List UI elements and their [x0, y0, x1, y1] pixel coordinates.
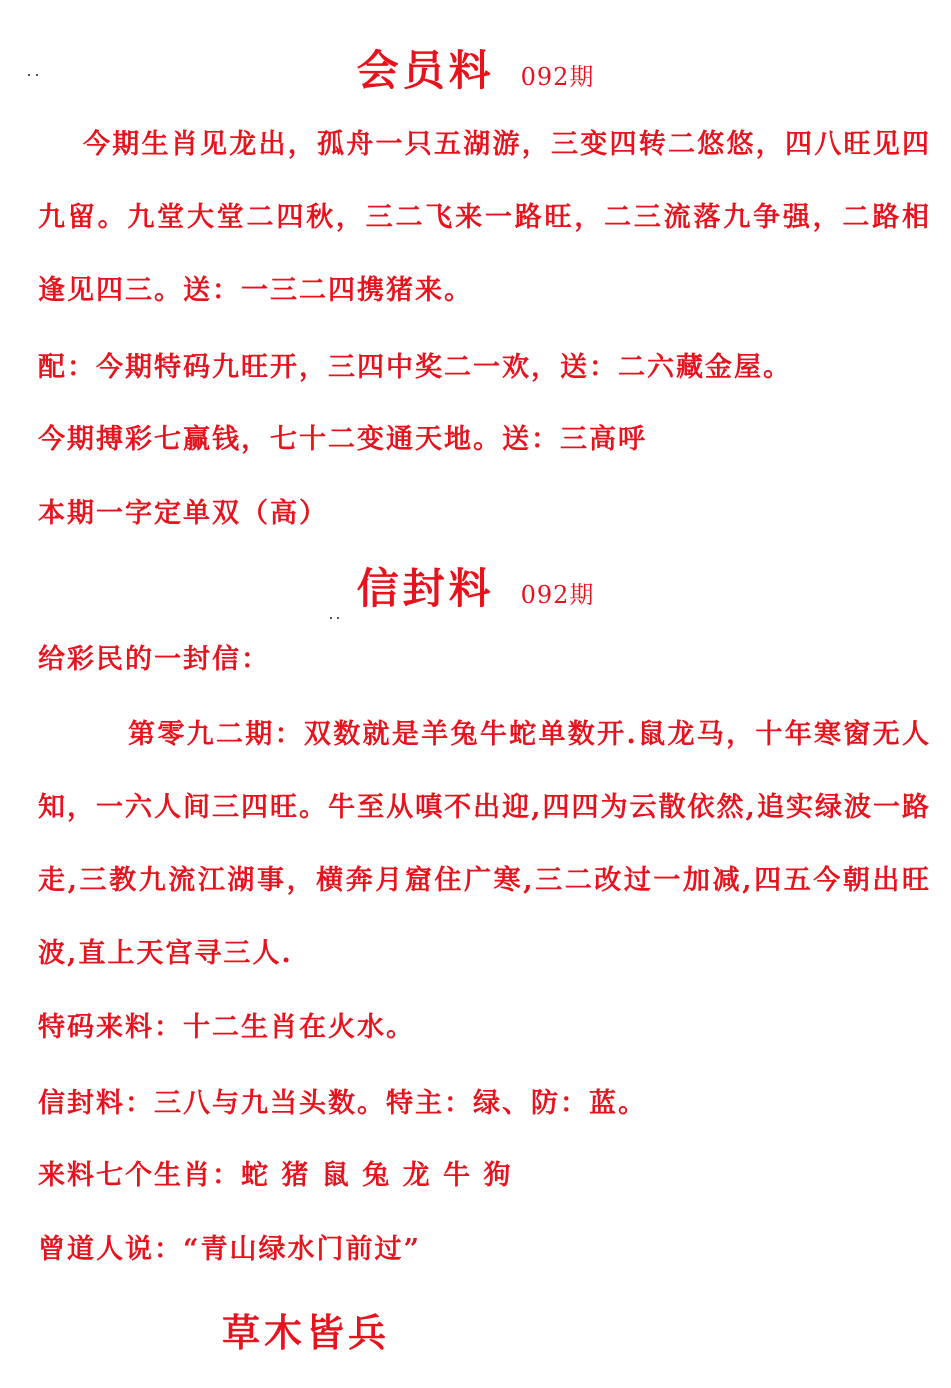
scan-speck: [330, 617, 332, 619]
member-heading: [0, 38, 951, 98]
letter-line-envelope: 信封料：三八与九当头数。特主：绿、防：蓝。: [38, 1088, 647, 1119]
letter-issue: 092期: [520, 581, 595, 609]
member-poem: 今期生肖见龙出，孤舟一只五湖游，三变四转二悠悠，四八旺见四九留。九堂大堂二四秋，三二飞来一路旺，二三流落九争强，二路相逢见四三。送：一三二四携猪来。: [38, 129, 931, 306]
letter-heading: [0, 556, 951, 616]
member-line-pairing: 配：今期特码九旺开，三四中奖二一欢，送：二六藏金屋。: [38, 352, 792, 383]
letter-line-special-code: 特码来料：十二生肖在火水。: [38, 1012, 415, 1043]
member-title: 会员料: [356, 46, 495, 95]
letter-line-quote: 曾道人说：“青山绿水门前过”: [38, 1234, 422, 1265]
letter-line-zodiacs: 来料七个生肖：蛇 猪 鼠 兔 龙 牛 狗: [38, 1160, 513, 1191]
scan-speck: [337, 617, 339, 619]
member-line-odd-even: 本期一字定单双（高）: [38, 498, 328, 529]
footer-title: 草木皆兵: [222, 1310, 391, 1355]
letter-greeting: 给彩民的一封信：: [38, 644, 270, 675]
letter-body: 第零九二期：双数就是羊兔牛蛇单数开.鼠龙马，十年寒窗无人知，一六人间三四旺。牛至从嗔不出迎,四四为云散依然,追实绿波一路走,三教九流江湖事，横奔月窟住广寒,三二改过一加减,四五今朝出旺波,直上天宫寻三人.: [38, 719, 931, 969]
member-issue: 092期: [520, 63, 595, 91]
member-line-bet: 今期搏彩七赢钱，七十二变通天地。送：三高呼: [38, 424, 647, 455]
letter-title: 信封料: [356, 564, 495, 613]
